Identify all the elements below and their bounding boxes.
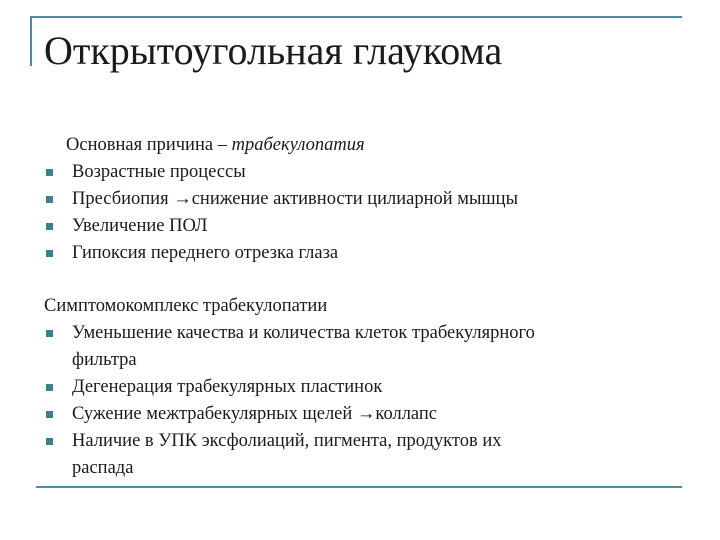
list-item-text: Наличие в УПК эксфолиаций, пигмента, продуктов их: [72, 431, 502, 451]
frame-bottom-line: [36, 486, 682, 488]
square-bullet-icon: [46, 330, 53, 337]
list-item: [44, 374, 684, 401]
list-item-text: Уменьшение качества и количества клеток трабекулярного: [72, 323, 535, 343]
section-spacer: [44, 267, 684, 293]
list-item-text: Гипоксия переднего отрезка глаза: [72, 243, 339, 263]
section1-heading: [44, 132, 684, 159]
square-bullet-icon: [46, 384, 53, 391]
slide-title: Открытоугольная глаукома: [44, 28, 503, 73]
square-bullet-icon: [46, 411, 53, 418]
frame-left-line: [30, 16, 32, 66]
list-item-text: Увеличение ПОЛ: [72, 216, 208, 236]
list-item-continuation: [44, 455, 684, 482]
list-item-continuation: [44, 347, 684, 374]
list-item: [44, 320, 684, 347]
list-item-text: фильтра: [72, 350, 137, 370]
square-bullet-icon: [46, 438, 53, 445]
list-item-text: Пресбиопия →снижение активности цилиарной мышцы: [72, 189, 519, 209]
list-item-text: Дегенерация трабекулярных пластинок: [72, 377, 383, 397]
list-item: [44, 159, 684, 186]
list-item: [44, 428, 684, 455]
list-item-text: распада: [72, 458, 134, 478]
list-item: [44, 213, 684, 240]
square-bullet-icon: [46, 196, 53, 203]
square-bullet-icon: [46, 223, 53, 230]
list-item: [44, 240, 684, 267]
square-bullet-icon: [46, 250, 53, 257]
section1-heading-prefix: Основная причина –: [66, 135, 232, 155]
list-item: [44, 401, 684, 428]
section2-heading: Симптомокомплекс трабекулопатии: [44, 296, 328, 316]
section1-heading-italic: трабекулопатия: [231, 135, 365, 155]
list-item-text: Сужение межтрабекулярных щелей →коллапс: [72, 404, 438, 424]
slide-content: [44, 132, 684, 482]
square-bullet-icon: [46, 169, 53, 176]
list-item: [44, 186, 684, 213]
frame-top-line: [30, 16, 682, 18]
list-item-text: Возрастные процессы: [72, 162, 246, 182]
